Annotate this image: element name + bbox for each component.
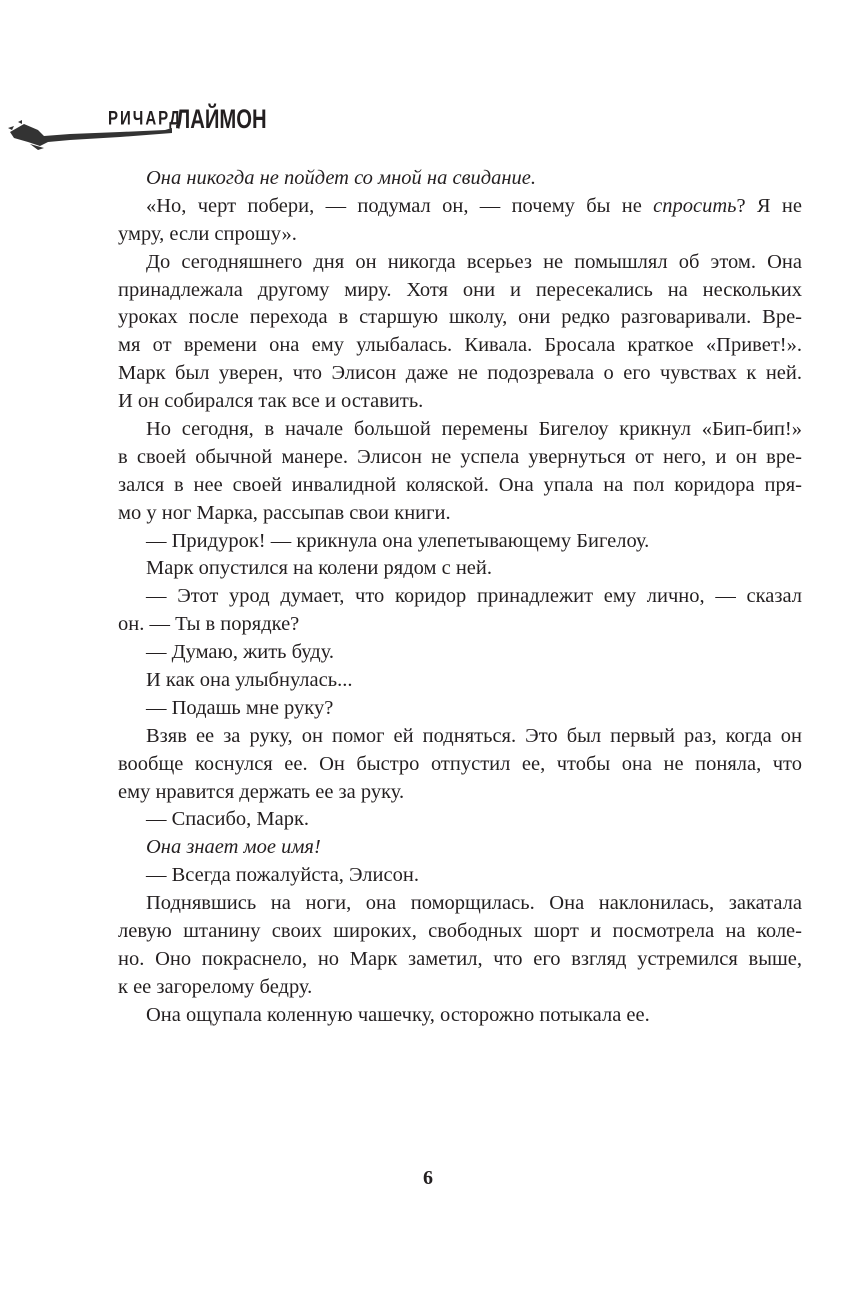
text-line: — Думаю, жить буду. [146,641,335,664]
text-line: — Придурок! — крикнула она улепетывающему Бигелоу. [146,529,650,552]
text-line: Марк был уверен, что Элисон даже не подозревала о его чувствах к ней. [118,362,802,385]
text-line [118,193,802,221]
text-line: — Этот урод думает, что коридор принадлежит ему лично, — сказал [146,585,802,608]
text-line: И как она улыбнулась... [146,669,353,692]
text-line: левую штанину своих широких, свободных шорт и посмотрела на коле- [118,920,802,943]
text-line: — Подашь мне руку? [146,696,334,719]
author-last-name: ЛАЙМОН [176,104,267,134]
text-line: До сегодняшнего дня он никогда всерьез не помышлял об этом. Она [146,250,802,273]
paragraph [118,528,802,556]
author-first-name: РИЧАРД [108,107,182,130]
text-line: Взяв ее за руку, он помог ей подняться. Это был первый раз, когда он [146,724,802,747]
text-line: в своей обычной манере. Элисон не успела увернуться от него, и он вре- [118,445,802,468]
paragraph [118,834,802,862]
running-header [0,100,300,150]
text-line: — Спасибо, Марк. [146,808,310,831]
text-line: Она никогда не пойдет со мной на свидание. [146,167,536,189]
page-number: 6 [423,1167,433,1189]
paragraph [118,667,802,695]
text-line: мя от времени она ему улыбалась. Кивала. Бросала краткое «Привет!». [118,334,802,357]
text-line: к ее загорелому бедру. [118,975,313,998]
paragraph [118,249,802,416]
text-segment: ? Я не [736,194,802,217]
text-line: И он собирался так все и оставить. [118,390,424,413]
paragraph [118,165,802,193]
body-text [118,165,802,1030]
paragraph [118,723,802,807]
emphasis-text: спросить [653,194,737,217]
text-line: Марк опустился на колени рядом с ней. [146,557,492,580]
paragraph [118,862,802,890]
text-line: умру, если спрошу». [118,222,297,245]
text-line: Она ощупала коленную чашечку, осторожно потыкала ее. [146,1003,650,1026]
text-line: принадлежала другому миру. Хотя они и пересекались на нескольких [118,278,802,301]
paragraph [118,695,802,723]
text-line: вообще коснулся ее. Он быстро отпустил ее, чтобы она не поняла, что [118,752,802,775]
paragraph [118,416,802,528]
text-line: но. Оно покраснело, но Марк заметил, что его взгляд устремился выше, [118,947,802,970]
text-line: ему нравится держать ее за руку. [118,780,405,803]
text-line: Но сегодня, в начале большой перемены Бигелоу крикнул «Бип-бип!» [146,418,802,441]
text-segment: «Но, черт побери, — подумал он, — почему бы не [146,194,654,217]
paragraph [118,193,802,249]
text-line: — Всегда пожалуйста, Элисон. [146,864,419,887]
paragraph [118,1002,802,1030]
text-line: Она знает мое имя! [146,836,321,859]
text-line: мо у ног Марка, рассыпав свои книги. [118,501,451,524]
paragraph [118,639,802,667]
paragraph [118,890,802,1002]
text-line: уроках после перехода в старшую школу, они редко разговаривали. Вре- [118,306,802,329]
paragraph [118,583,802,639]
paragraph [118,806,802,834]
text-line: Поднявшись на ноги, она поморщилась. Она наклонилась, закатала [146,892,802,915]
paragraph [118,555,802,583]
text-line: он. — Ты в порядке? [118,613,300,636]
text-line: зался в нее своей инвалидной коляской. Она упала на пол коридора пря- [118,473,802,496]
